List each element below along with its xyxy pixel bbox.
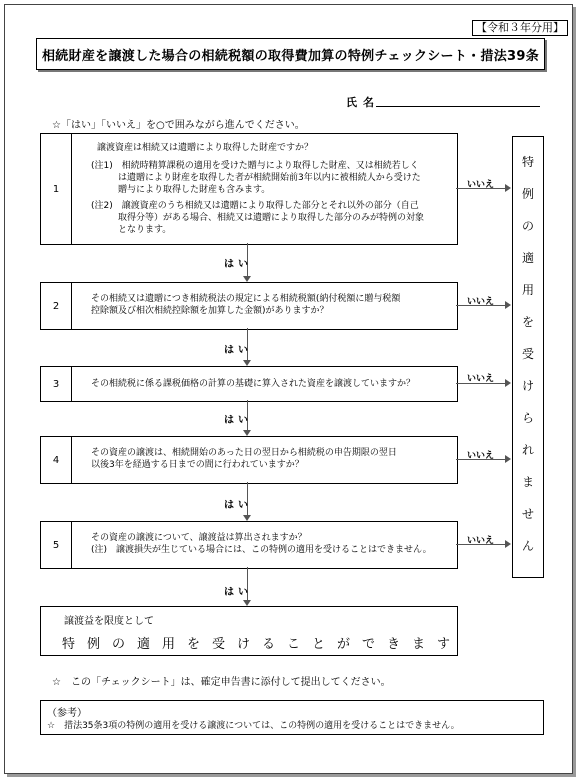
step-5-box: [40, 521, 458, 569]
not-applicable-char: 例: [521, 187, 534, 201]
not-applicable-char: せ: [521, 507, 534, 521]
arrow-right-icon: [505, 540, 511, 548]
step-number: 5: [41, 522, 72, 568]
step-1-box: [40, 133, 458, 245]
yes-label[interactable]: はい: [224, 500, 252, 511]
reference-box: [40, 700, 544, 735]
yes-label[interactable]: はい: [224, 345, 252, 356]
step-1-question: 譲渡資産は相続又は遺贈により取得した財産ですか？: [97, 143, 314, 153]
arrow-down-icon: [243, 360, 251, 366]
yes-label[interactable]: はい: [224, 587, 252, 598]
step-3-question: その相続税に係る課税価格の計算の基礎に算入された資産を譲渡していますか？: [91, 379, 416, 389]
not-applicable-char: 特: [521, 155, 534, 169]
arrow-right-icon: [505, 184, 511, 192]
step-4-box: [40, 436, 458, 484]
name-label: 氏名: [346, 96, 380, 109]
step-4-question: 以後3年を経過する日までの間に行われていますか？: [91, 460, 304, 470]
step-1-note: となります。: [91, 225, 172, 235]
step-number: 2: [41, 283, 72, 329]
no-label[interactable]: いいえ: [467, 451, 495, 461]
arrow-right-icon: [505, 455, 511, 463]
step-2-box: [40, 282, 458, 330]
result-line-1: 譲渡益を限度として: [64, 616, 154, 627]
step-3-box: [40, 366, 458, 402]
step-1-note: (注1) 相続時精算課税の適用を受けた贈与により取得した財産、又は相続若しく: [91, 161, 419, 171]
name-field[interactable]: [376, 106, 540, 107]
yes-label[interactable]: はい: [224, 415, 252, 426]
step-2-question: 控除額及び相次相続控除額を加算した金額)がありますか？: [91, 306, 329, 316]
step-2-question: その相続又は遺贈につき相続税法の規定による相続税額(納付税額に贈与税額: [91, 294, 401, 304]
not-applicable-char: れ: [521, 443, 534, 457]
sheet-title-text: 相続財産を譲渡した場合の相続税額の取得費加算の特例チェックシート・措法39条: [41, 48, 540, 64]
not-applicable-char: 用: [521, 283, 534, 297]
not-applicable-char: の: [521, 219, 534, 233]
no-label[interactable]: いいえ: [467, 297, 495, 307]
step-number: 3: [41, 367, 72, 401]
result-line-2: 特例の適用を受けることができます: [62, 637, 463, 652]
not-applicable-char: 適: [521, 251, 534, 265]
reference-text: ☆ 措法35条3項の特例の適用を受ける譲渡については、この特例の適用を受けることはできません。: [47, 721, 460, 731]
not-applicable-char: ま: [521, 475, 534, 489]
year-tag: 【令和３年分用】: [472, 20, 568, 36]
reference-title: （参考）: [47, 708, 87, 719]
step-4-question: その資産の譲渡は、相続開始のあった日の翌日から相続税の申告期限の翌日: [91, 448, 397, 458]
not-applicable-char: 受: [521, 347, 534, 361]
not-applicable-char: け: [521, 379, 534, 393]
step-number: 4: [41, 437, 72, 483]
not-applicable-char: を: [521, 315, 534, 329]
arrow-down-icon: [243, 430, 251, 436]
yes-label[interactable]: はい: [224, 259, 252, 270]
attach-note: ☆ この「チェックシート」は、確定申告書に添付して提出してください。: [52, 677, 391, 688]
step-1-note: (注2) 譲渡資産のうち相続又は遺贈により取得した部分とそれ以外の部分（自己: [91, 201, 419, 211]
not-applicable-box: [512, 136, 544, 578]
arrow-right-icon: [505, 301, 511, 309]
arrow-right-icon: [505, 379, 511, 387]
no-label[interactable]: いいえ: [467, 180, 495, 190]
not-applicable-char: ん: [521, 539, 534, 553]
step-1-note: 贈与により取得した財産も含みます。: [91, 185, 271, 195]
arrow-down-icon: [243, 515, 251, 521]
instruction-text: ☆「はい」「いいえ」を○で囲みながら進んでください。: [52, 120, 305, 131]
step-5-question: その資産の譲渡について、譲渡益は算出されますか？: [91, 533, 307, 543]
step-1-note: 取得分等）がある場合、相続又は遺贈により取得した部分のみが特例の対象: [91, 213, 425, 223]
sheet-title: [36, 38, 545, 70]
step-1-note: は遺贈により財産を取得した者が相続開始前3年以内に被相続人から受けた: [91, 173, 421, 183]
not-applicable-char: ら: [521, 411, 534, 425]
arrow-down-icon: [243, 276, 251, 282]
no-label[interactable]: いいえ: [467, 536, 495, 546]
no-label[interactable]: いいえ: [467, 374, 495, 384]
step-number: 1: [41, 134, 72, 244]
step-5-note: (注) 譲渡損失が生じている場合には、この特例の適用を受けることはできません。: [91, 545, 432, 555]
